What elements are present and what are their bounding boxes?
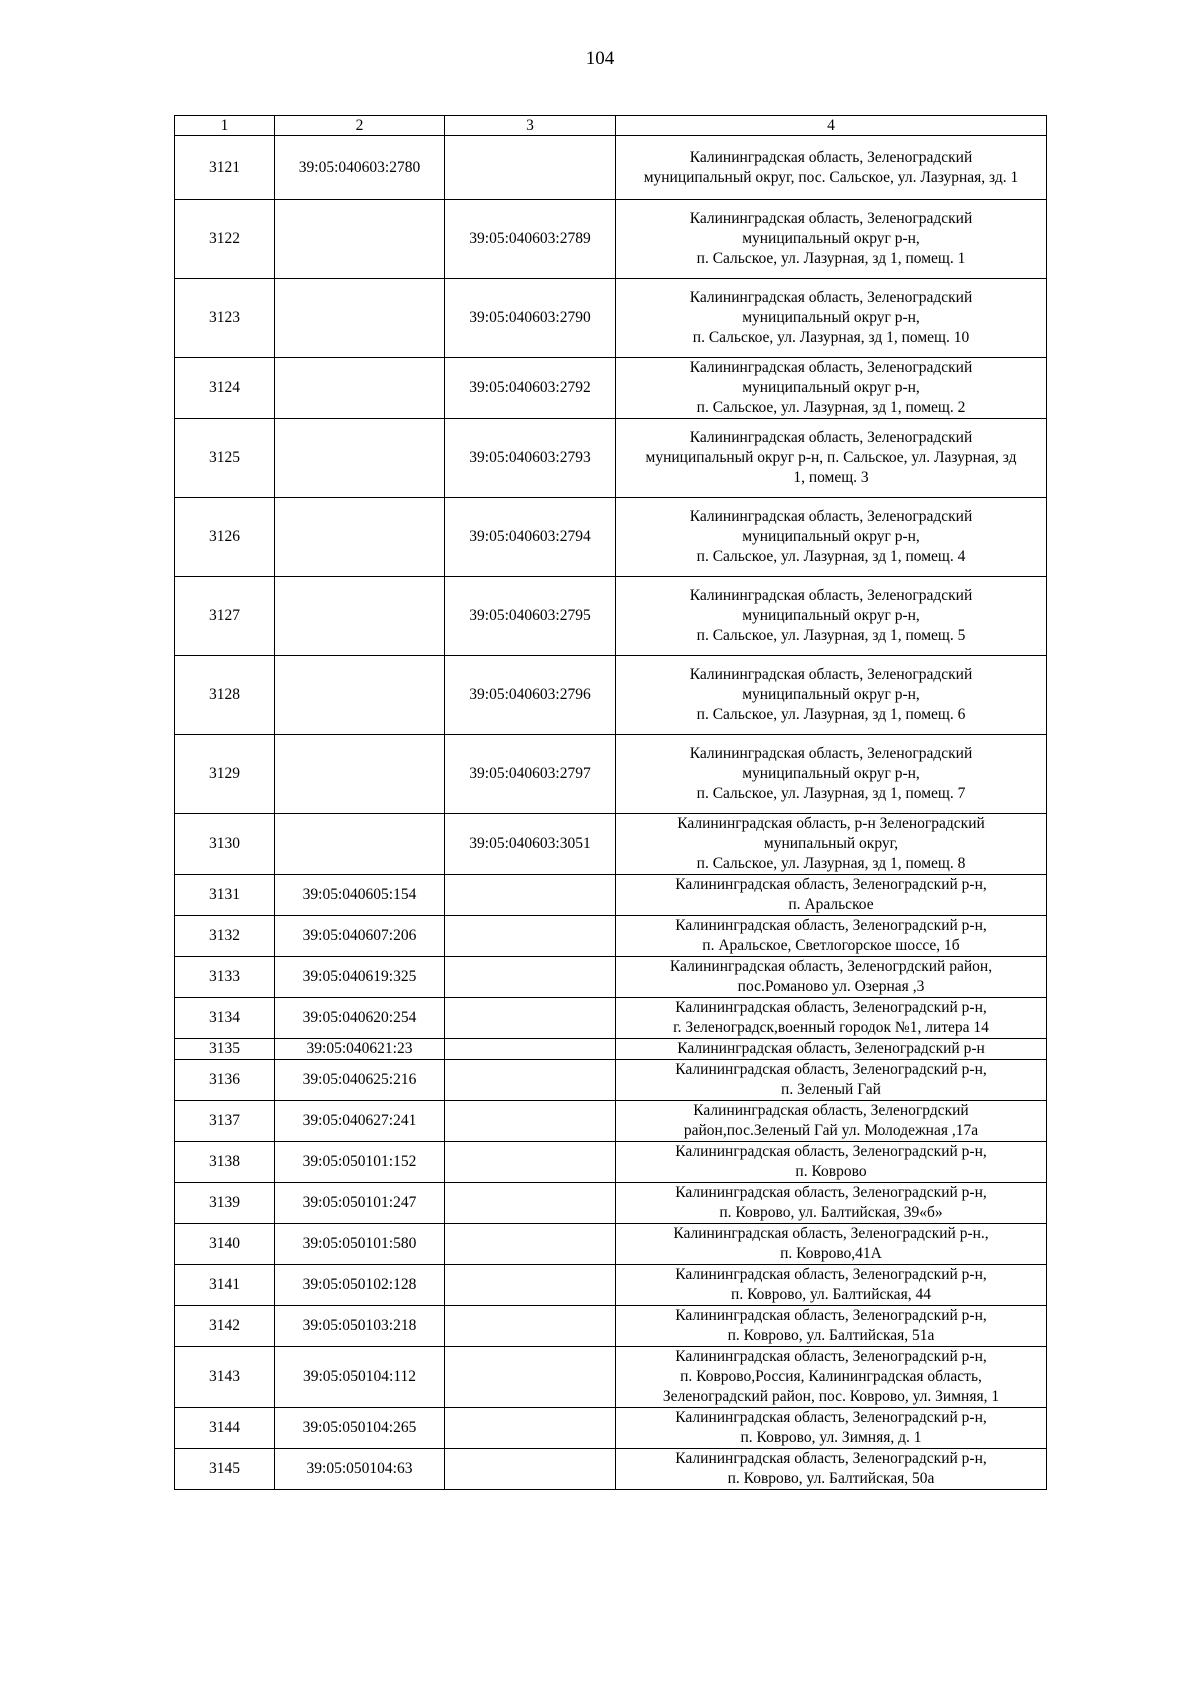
address-line: Калининградская область, Зеленоградский	[689, 666, 973, 683]
row-number-cell: 3125	[175, 419, 275, 498]
object-number-cell	[445, 1347, 616, 1408]
address-cell	[616, 735, 1047, 814]
address-line: Калининградская область, Зеленоградский	[689, 359, 973, 376]
address-line: Калининградская область, Зеленогрдский район,	[669, 958, 993, 975]
table-row	[175, 358, 1047, 419]
row-number-cell: 3122	[175, 200, 275, 279]
address-line: Калининградская область, Зеленоградский	[689, 508, 973, 525]
table-row	[175, 1101, 1047, 1142]
address-line: муниципальный округ, пос. Сальское, ул. Лазурная, зд. 1	[643, 168, 1019, 186]
cadastral-number-cell	[275, 498, 445, 577]
address-line: п. Зеленый Гай	[781, 1081, 881, 1098]
address-line: район,пос.Зеленый Гай ул. Молодежная ,17а	[683, 1122, 979, 1139]
cadastral-number-cell: 39:05:040605:154	[275, 875, 445, 916]
address-cell	[616, 1101, 1047, 1142]
object-number-cell	[445, 957, 616, 998]
address-line: Зеленоградский район, пос. Коврово, ул. Зимняя, 1	[662, 1388, 1000, 1405]
table-row	[175, 814, 1047, 875]
address-line: п. Коврово, ул. Зимняя, д. 1	[740, 1429, 922, 1446]
row-number-cell: 3126	[175, 498, 275, 577]
address-cell	[616, 1039, 1047, 1060]
address-line: Калининградская область, Зеленоградский р-н,	[675, 1266, 987, 1283]
address-line: п. Сальское, ул. Лазурная, зд 1, помещ. 10	[692, 329, 970, 346]
address-line: п. Сальское, ул. Лазурная, зд 1, помещ. 7	[696, 785, 966, 802]
object-number-cell	[445, 875, 616, 916]
row-number-cell: 3128	[175, 656, 275, 735]
table-row	[175, 1039, 1047, 1060]
address-line: Калининградская область, Зеленоградский	[689, 148, 973, 166]
address-line: п. Коврово, ул. Балтийская, 44	[731, 1286, 931, 1303]
cadastral-number-cell	[275, 656, 445, 735]
address-cell	[616, 1142, 1047, 1183]
address-line: Калининградская область, Зеленоградский р-н,	[675, 1348, 987, 1365]
cadastral-number-cell	[275, 358, 445, 419]
cadastral-number-cell: 39:05:050104:63	[275, 1449, 445, 1490]
table-row	[175, 1347, 1047, 1408]
address-line: Калининградская область, Зеленоградский	[689, 429, 973, 446]
address-cell	[616, 136, 1047, 200]
row-number-cell: 3124	[175, 358, 275, 419]
address-cell	[616, 1347, 1047, 1408]
address-line: Калининградская область, Зеленоградский р-н,	[675, 1184, 987, 1201]
address-line: муниципальный округ р-н,	[742, 686, 920, 703]
table-row	[175, 875, 1047, 916]
address-line: Калининградская область, Зеленоградский р-н,	[675, 1061, 987, 1078]
object-number-cell: 39:05:040603:2794	[445, 498, 616, 577]
address-line: п. Сальское, ул. Лазурная, зд 1, помещ. 5	[696, 627, 966, 644]
object-number-cell	[445, 1265, 616, 1306]
column-header: 2	[275, 116, 445, 136]
address-line: муниципальный округ р-н,	[742, 607, 920, 624]
cadastral-number-cell: 39:05:050104:265	[275, 1408, 445, 1449]
object-number-cell	[445, 1408, 616, 1449]
registry-table	[174, 115, 1047, 1490]
address-line: муниципальный округ р-н,	[742, 765, 920, 782]
address-line: п. Сальское, ул. Лазурная, зд 1, помещ. 1	[696, 250, 966, 267]
address-cell	[616, 814, 1047, 875]
cadastral-number-cell: 39:05:050103:218	[275, 1306, 445, 1347]
object-number-cell: 39:05:040603:2796	[445, 656, 616, 735]
address-cell	[616, 1449, 1047, 1490]
table-row	[175, 1265, 1047, 1306]
row-number-cell: 3143	[175, 1347, 275, 1408]
row-number-cell: 3131	[175, 875, 275, 916]
address-cell	[616, 419, 1047, 498]
address-cell	[616, 957, 1047, 998]
table-row	[175, 1449, 1047, 1490]
address-line: Калининградская область, Зеленоградский р-н,	[675, 917, 987, 934]
address-line: п. Сальское, ул. Лазурная, зд 1, помещ. 6	[696, 706, 966, 723]
cadastral-number-cell: 39:05:040607:206	[275, 916, 445, 957]
row-number-cell: 3132	[175, 916, 275, 957]
address-line: Калининградская область, Зеленогрдский	[693, 1102, 969, 1119]
table-row	[175, 1183, 1047, 1224]
cadastral-number-cell: 39:05:040619:325	[275, 957, 445, 998]
address-cell	[616, 279, 1047, 358]
cadastral-number-cell: 39:05:040603:2780	[275, 136, 445, 200]
address-cell	[616, 1265, 1047, 1306]
object-number-cell: 39:05:040603:2789	[445, 200, 616, 279]
address-cell	[616, 916, 1047, 957]
cadastral-number-cell	[275, 577, 445, 656]
row-number-cell: 3142	[175, 1306, 275, 1347]
address-line: Калининградская область, Зеленоградский	[689, 210, 973, 227]
object-number-cell	[445, 1449, 616, 1490]
address-cell	[616, 1408, 1047, 1449]
table-row	[175, 1142, 1047, 1183]
object-number-cell: 39:05:040603:2797	[445, 735, 616, 814]
address-line: п. Коврово, ул. Балтийская, 50а	[727, 1470, 935, 1487]
address-cell	[616, 1224, 1047, 1265]
page-number: 104	[585, 48, 615, 69]
address-line: п. Аральское, Светлогорское шоссе, 1б	[702, 937, 960, 954]
table-row	[175, 998, 1047, 1039]
cadastral-number-cell: 39:05:050101:247	[275, 1183, 445, 1224]
address-cell	[616, 577, 1047, 656]
object-number-cell: 39:05:040603:2793	[445, 419, 616, 498]
table-row	[175, 1224, 1047, 1265]
cadastral-number-cell: 39:05:040621:23	[275, 1039, 445, 1060]
object-number-cell	[445, 1101, 616, 1142]
address-line: муниципальный округ р-н,	[742, 230, 920, 247]
address-cell	[616, 1060, 1047, 1101]
row-number-cell: 3134	[175, 998, 275, 1039]
table-row	[175, 916, 1047, 957]
address-cell	[616, 498, 1047, 577]
cadastral-number-cell	[275, 279, 445, 358]
object-number-cell	[445, 1039, 616, 1060]
object-number-cell	[445, 1224, 616, 1265]
address-line: Калининградская область, Зеленоградский р-н,	[675, 1450, 987, 1467]
cadastral-number-cell: 39:05:050101:580	[275, 1224, 445, 1265]
table-row	[175, 136, 1047, 200]
row-number-cell: 3139	[175, 1183, 275, 1224]
row-number-cell: 3133	[175, 957, 275, 998]
row-number-cell: 3121	[175, 136, 275, 200]
column-header: 3	[445, 116, 616, 136]
cadastral-number-cell: 39:05:040625:216	[275, 1060, 445, 1101]
address-line: Калининградская область, Зеленоградский	[689, 289, 973, 306]
address-cell	[616, 200, 1047, 279]
cadastral-number-cell: 39:05:050101:152	[275, 1142, 445, 1183]
table-row	[175, 279, 1047, 358]
address-cell	[616, 875, 1047, 916]
cadastral-number-cell: 39:05:040627:241	[275, 1101, 445, 1142]
cadastral-number-cell: 39:05:040620:254	[275, 998, 445, 1039]
object-number-cell	[445, 998, 616, 1039]
address-line: Калининградская область, Зеленоградский	[689, 587, 973, 604]
object-number-cell	[445, 136, 616, 200]
object-number-cell: 39:05:040603:2792	[445, 358, 616, 419]
address-line: г. Зеленоградск,военный городок №1, литера 14	[673, 1019, 989, 1036]
row-number-cell: 3135	[175, 1039, 275, 1060]
row-number-cell: 3145	[175, 1449, 275, 1490]
row-number-cell: 3137	[175, 1101, 275, 1142]
address-line: п. Сальское, ул. Лазурная, зд 1, помещ. 2	[696, 399, 966, 416]
address-line: п. Сальское, ул. Лазурная, зд 1, помещ. 4	[696, 548, 966, 565]
address-line: Калининградская область, Зеленоградский р-н.,	[673, 1225, 989, 1242]
address-cell	[616, 358, 1047, 419]
cadastral-number-cell: 39:05:050102:128	[275, 1265, 445, 1306]
address-line: 1, помещ. 3	[793, 469, 869, 486]
address-line: Калининградская область, Зеленоградский р-н,	[675, 1409, 987, 1426]
address-line: муниципальный округ р-н,	[742, 309, 920, 326]
address-line: муниципальный округ р-н,	[742, 528, 920, 545]
cadastral-number-cell	[275, 419, 445, 498]
address-line: муниципальный округ р-н,	[742, 379, 920, 396]
row-number-cell: 3140	[175, 1224, 275, 1265]
address-line: п. Сальское, ул. Лазурная, зд 1, помещ. 8	[696, 855, 966, 872]
address-cell	[616, 998, 1047, 1039]
table-row	[175, 957, 1047, 998]
column-header: 1	[175, 116, 275, 136]
address-line: Калининградская область, Зеленоградский р-н,	[675, 876, 987, 893]
address-cell	[616, 1306, 1047, 1347]
row-number-cell: 3130	[175, 814, 275, 875]
object-number-cell: 39:05:040603:3051	[445, 814, 616, 875]
object-number-cell	[445, 1183, 616, 1224]
table-row	[175, 577, 1047, 656]
column-header: 4	[616, 116, 1047, 136]
table-row	[175, 1306, 1047, 1347]
table-row	[175, 656, 1047, 735]
row-number-cell: 3127	[175, 577, 275, 656]
object-number-cell	[445, 1306, 616, 1347]
address-line: п. Коврово, ул. Балтийская, 51а	[727, 1327, 935, 1344]
row-number-cell: 3136	[175, 1060, 275, 1101]
row-number-cell: 3129	[175, 735, 275, 814]
address-cell	[616, 1183, 1047, 1224]
object-number-cell: 39:05:040603:2790	[445, 279, 616, 358]
address-line: Калининградская область, Зеленоградский р-н,	[675, 1307, 987, 1324]
row-number-cell: 3123	[175, 279, 275, 358]
address-line: Калининградская область, Зеленоградский	[689, 745, 973, 762]
table-row	[175, 498, 1047, 577]
cadastral-number-cell	[275, 814, 445, 875]
address-line: муниципальный округ р-н, п. Сальское, ул. Лазурная, зд	[645, 449, 1017, 466]
table-row	[175, 419, 1047, 498]
object-number-cell	[445, 1060, 616, 1101]
address-line: п. Коврово	[795, 1163, 867, 1180]
address-line: п. Аральское	[788, 896, 874, 913]
table-header-row	[175, 116, 1047, 136]
cadastral-number-cell	[275, 200, 445, 279]
object-number-cell	[445, 1142, 616, 1183]
address-line: Калининградская область, Зеленоградский р-н,	[675, 999, 987, 1016]
object-number-cell: 39:05:040603:2795	[445, 577, 616, 656]
table-row	[175, 735, 1047, 814]
address-cell	[616, 656, 1047, 735]
row-number-cell: 3138	[175, 1142, 275, 1183]
address-line: Калининградская область, Зеленоградский р-н	[677, 1040, 985, 1057]
address-line: Калининградская область, Зеленоградский р-н,	[675, 1143, 987, 1160]
row-number-cell: 3141	[175, 1265, 275, 1306]
object-number-cell	[445, 916, 616, 957]
cadastral-number-cell: 39:05:050104:112	[275, 1347, 445, 1408]
address-line: п. Коврово, ул. Балтийская, 39«б»	[719, 1204, 943, 1221]
cadastral-number-cell	[275, 735, 445, 814]
row-number-cell: 3144	[175, 1408, 275, 1449]
table-row	[175, 200, 1047, 279]
table-row	[175, 1060, 1047, 1101]
address-line: п. Коврово,Россия, Калининградская область,	[680, 1368, 982, 1385]
address-line: пос.Романово ул. Озерная ,3	[737, 978, 925, 995]
table-row	[175, 1408, 1047, 1449]
address-line: Калининградская область, р-н Зеленоградский	[677, 815, 985, 832]
address-line: п. Коврово,41А	[780, 1245, 882, 1262]
address-line: мунипальный округ,	[763, 835, 899, 852]
